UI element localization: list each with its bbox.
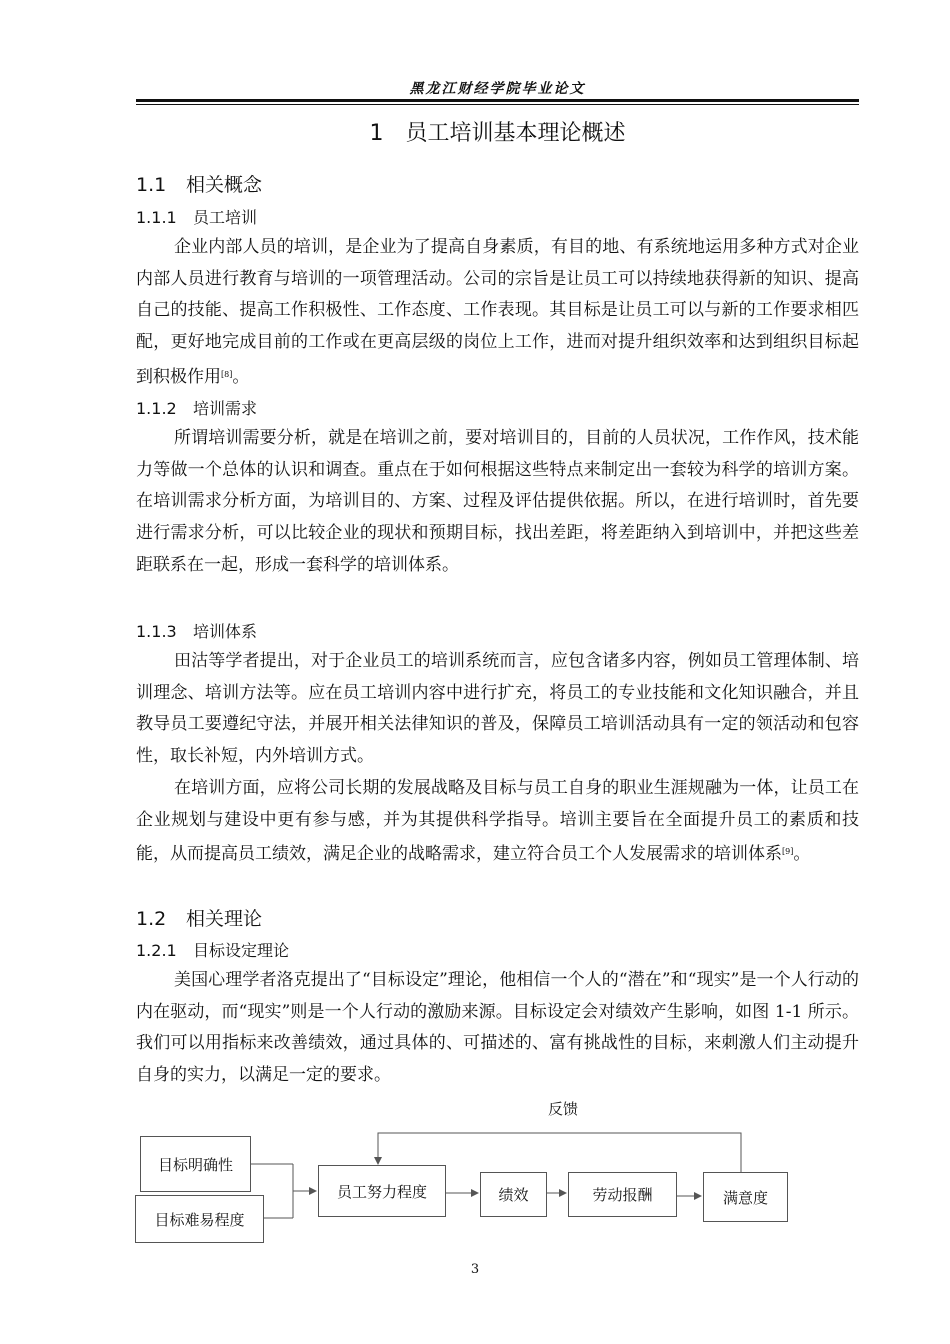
subsection-title: 培训需求	[193, 399, 258, 418]
subsection-number: 1.1.2	[136, 399, 177, 418]
box-performance: 绩效	[480, 1172, 547, 1217]
subsection-number: 1.1.1	[136, 208, 177, 227]
section-number: 1.1	[136, 174, 167, 196]
section-title: 相关概念	[186, 174, 263, 196]
box-goal-difficulty: 目标难易程度	[135, 1195, 264, 1243]
box-satisfaction: 满意度	[703, 1172, 788, 1222]
paragraph-text: 企业内部人员的培训，是企业为了提高自身素质，有目的地、有系统地运用多种方式对企业内部人员进行教育与培训的一项管理活动。公司的宗旨是让员工可以持续地获得新的知识、提高自己的技能、提高工作积极性、工作态度、工作表现。其目标是让员工可以与新的工作要求相匹配，更好地完成目前的工作或在更高层级的岗位上工作，进而对提升组织效率和达到组织目标起到积极作用	[136, 237, 859, 387]
paragraph-goal-setting: 美国心理学者洛克提出了“目标设定”理论，他相信一个人的“潜在”和“现实”是一个人行动的内在驱动，而“现实”则是一个人行动的激励来源。目标设定会对绩效产生影响，如图 1-1 所示。我们可以用指标来改善绩效，通过具体的、可描述的、富有挑战性的目标，来刺激人们主动提升自身的实力，以满足一定的要求。	[136, 970, 859, 1086]
section-title: 相关理论	[186, 908, 263, 930]
paragraph-training-needs: 所谓培训需要分析，就是在培训之前，要对培训目的，目前的人员状况，工作作风，技术能力等做一个总体的认识和调查。重点在于如何根据这些特点来制定出一套较为科学的培训方案。在培训需求分析方面，为培训目的、方案、过程及评估提供依据。所以，在进行培训时，首先要进行需求分析，可以比较企业的现状和预期目标，找出差距，将差距纳入到培训中，并把这些差距联系在一起，形成一套科学的培训体系。	[136, 428, 859, 575]
section-number: 1.2	[136, 908, 167, 930]
subsection-title: 培训体系	[193, 622, 258, 641]
box-goal-clarity: 目标明确性	[140, 1136, 251, 1192]
citation-8: [8]	[221, 369, 233, 379]
subsection-number: 1.1.3	[136, 622, 177, 641]
box-employee-effort: 员工努力程度	[318, 1165, 446, 1217]
paragraph-text: 在培训方面，应将公司长期的发展战略及目标与员工自身的职业生涯规融为一体，让员工在企业规划与建设中更有参与感，并为其提供科学指导。培训主要旨在全面提升员工的素质和技能，从而提高员工绩效，满足企业的战略需求，建立符合员工个人发展需求的培训体系	[136, 778, 859, 865]
paragraph-end: 。	[232, 366, 250, 387]
running-header: 黑龙江财经学院毕业论文	[409, 81, 586, 97]
subsection-number: 1.2.1	[136, 941, 177, 960]
subsection-title: 员工培训	[193, 208, 258, 227]
feedback-label: 反馈	[548, 1100, 579, 1118]
paragraph-training-system-1: 田沽等学者提出，对于企业员工的培训系统而言，应包含诸多内容，例如员工管理体制、培训理念、培训方法等。应在员工培训内容中进行扩充，将员工的专业技能和文化知识融合，并且教导员工要遵纪守法，并展开相关法律知识的普及，保障员工培训活动具有一定的领活动和包容性，取长补短，内外培训方式。	[136, 651, 859, 767]
paragraph-end: 。	[793, 844, 811, 865]
chapter-title: 1 员工培训基本理论概述	[369, 121, 626, 146]
box-labor-reward: 劳动报酬	[568, 1172, 677, 1217]
page-number: 3	[470, 1262, 480, 1277]
citation-9: [9]	[782, 847, 794, 857]
subsection-title: 目标设定理论	[193, 941, 290, 960]
